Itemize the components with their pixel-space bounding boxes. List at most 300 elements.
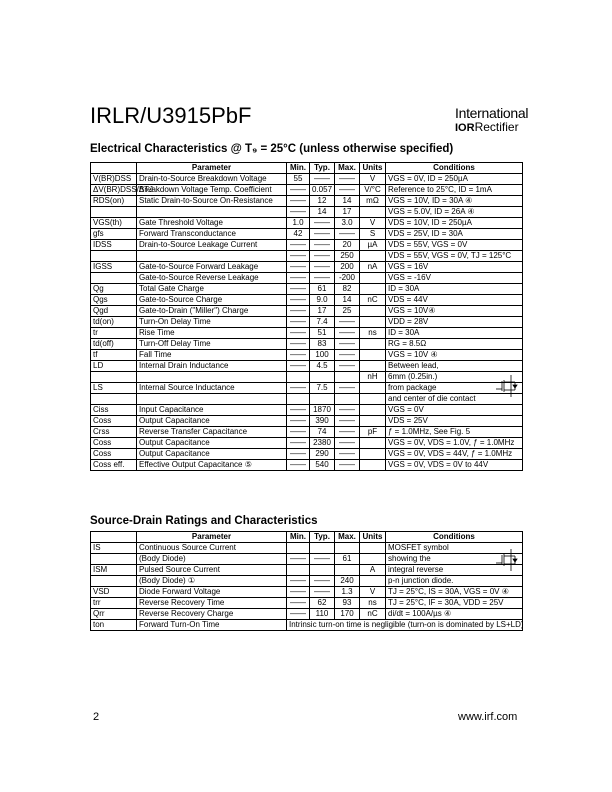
cell-symbol: td(off)	[91, 339, 137, 350]
cell-parameter: Gate-to-Source Reverse Leakage	[137, 273, 287, 284]
cell-min: ——	[287, 427, 310, 438]
table-row	[91, 328, 523, 339]
table-row	[91, 460, 523, 471]
table-row	[91, 350, 523, 361]
cell-conditions: ID = 30A	[386, 284, 523, 295]
cell-units	[360, 350, 386, 361]
cell-typ	[310, 543, 335, 554]
cell-max: 250	[335, 251, 360, 262]
cell-conditions: VDS = 25V	[386, 416, 523, 427]
cell-max: ——	[335, 229, 360, 240]
source-drain-table	[90, 531, 523, 631]
cell-typ	[310, 372, 335, 383]
col-units: Units	[360, 532, 386, 543]
cell-conditions: showing the	[386, 554, 523, 565]
cell-parameter: Breakdown Voltage Temp. Coefficient	[137, 185, 287, 196]
cell-parameter: Reverse Transfer Capacitance	[137, 427, 287, 438]
cell-max: ——	[335, 339, 360, 350]
table-row	[91, 251, 523, 262]
cell-parameter	[137, 394, 287, 405]
col-typ: Typ.	[310, 532, 335, 543]
cell-typ: 51	[310, 328, 335, 339]
website-url: www.irf.com	[458, 711, 518, 723]
cell-conditions: from package	[386, 383, 523, 394]
col-conditions: Conditions	[386, 163, 523, 174]
table-row	[91, 620, 523, 631]
cell-max: 170	[335, 609, 360, 620]
col-conditions: Conditions	[386, 532, 523, 543]
cell-min: ——	[287, 554, 310, 565]
cell-units	[360, 207, 386, 218]
cell-max: ——	[335, 460, 360, 471]
cell-typ: 2380	[310, 438, 335, 449]
cell-units: ns	[360, 598, 386, 609]
cell-conditions: 6mm (0.25in.)	[386, 372, 523, 383]
cell-min: ——	[287, 609, 310, 620]
electrical-table	[90, 162, 523, 471]
cell-min: ——	[287, 449, 310, 460]
cell-parameter	[137, 207, 287, 218]
cell-parameter: Internal Source Inductance	[137, 383, 287, 394]
cell-typ: 110	[310, 609, 335, 620]
cell-conditions: VDD = 28V	[386, 317, 523, 328]
table-row	[91, 438, 523, 449]
cell-max: 93	[335, 598, 360, 609]
cell-min: ——	[287, 251, 310, 262]
table-row	[91, 207, 523, 218]
table-row	[91, 273, 523, 284]
cell-typ: 14	[310, 207, 335, 218]
cell-parameter: (Body Diode)	[137, 554, 287, 565]
table-row	[91, 565, 523, 576]
table-row	[91, 218, 523, 229]
cell-symbol: Qgs	[91, 295, 137, 306]
cell-typ: 390	[310, 416, 335, 427]
cell-min	[287, 394, 310, 405]
table-row	[91, 554, 523, 565]
cell-symbol: tr	[91, 328, 137, 339]
cell-parameter: Gate-to-Drain ("Miller") Charge	[137, 306, 287, 317]
cell-parameter: Output Capacitance	[137, 449, 287, 460]
cell-typ: ——	[310, 218, 335, 229]
table-row	[91, 295, 523, 306]
cell-parameter: Output Capacitance	[137, 416, 287, 427]
cell-conditions: TJ = 25°C, IS = 30A, VGS = 0V ④	[386, 587, 523, 598]
cell-symbol: Coss eff.	[91, 460, 137, 471]
cell-units	[360, 543, 386, 554]
cell-max: -200	[335, 273, 360, 284]
cell-typ: ——	[310, 554, 335, 565]
cell-parameter: Pulsed Source Current	[137, 565, 287, 576]
cell-max: 82	[335, 284, 360, 295]
cell-parameter: Gate-to-Source Charge	[137, 295, 287, 306]
cell-parameter: Gate-to-Source Forward Leakage	[137, 262, 287, 273]
cell-max: 240	[335, 576, 360, 587]
cell-max: 17	[335, 207, 360, 218]
col-min: Min.	[287, 532, 310, 543]
cell-max: 20	[335, 240, 360, 251]
cell-min: ——	[287, 339, 310, 350]
cell-max: 14	[335, 196, 360, 207]
cell-parameter: Drain-to-Source Leakage Current	[137, 240, 287, 251]
cell-max: ——	[335, 449, 360, 460]
cell-min: ——	[287, 576, 310, 587]
cell-conditions: TJ = 25°C, IF = 30A, VDD = 25V	[386, 598, 523, 609]
electrical-title: Electrical Characteristics @ T₉ = 25°C (unless otherwise specified)	[90, 143, 454, 155]
source-drain-header-row	[91, 532, 523, 543]
cell-symbol: Coss	[91, 449, 137, 460]
col-max: Max.	[335, 163, 360, 174]
table-row	[91, 229, 523, 240]
page-number: 2	[93, 711, 100, 723]
cell-max: ——	[335, 383, 360, 394]
cell-units: A	[360, 565, 386, 576]
cell-min: ——	[287, 328, 310, 339]
cell-typ: 0.057	[310, 185, 335, 196]
cell-units: µA	[360, 240, 386, 251]
table-row	[91, 576, 523, 587]
table-row	[91, 306, 523, 317]
cell-max	[335, 543, 360, 554]
cell-typ: 9.0	[310, 295, 335, 306]
col-max: Max.	[335, 532, 360, 543]
cell-parameter: Static Drain-to-Source On-Resistance	[137, 196, 287, 207]
cell-symbol	[91, 576, 137, 587]
cell-conditions: VDS = 44V	[386, 295, 523, 306]
cell-units: nC	[360, 609, 386, 620]
cell-parameter: Internal Drain Inductance	[137, 361, 287, 372]
cell-conditions: VGS = 5.0V, ID = 26A ④	[386, 207, 523, 218]
cell-min: ——	[287, 405, 310, 416]
cell-conditions: VDS = 55V, VGS = 0V, TJ = 125°C	[386, 251, 523, 262]
table-row	[91, 196, 523, 207]
cell-units	[360, 394, 386, 405]
cell-typ: ——	[310, 251, 335, 262]
cell-symbol	[91, 207, 137, 218]
cell-units	[360, 405, 386, 416]
cell-parameter: Fall Time	[137, 350, 287, 361]
cell-units	[360, 438, 386, 449]
table-row	[91, 361, 523, 372]
cell-units	[360, 460, 386, 471]
cell-symbol: tf	[91, 350, 137, 361]
cell-min: 1.0	[287, 218, 310, 229]
cell-symbol	[91, 394, 137, 405]
cell-min: ——	[287, 598, 310, 609]
cell-max	[335, 565, 360, 576]
table-row	[91, 372, 523, 383]
cell-conditions: Intrinsic turn-on time is negligible (turn-on is dominated by LS+LD)	[287, 620, 523, 631]
cell-typ: 62	[310, 598, 335, 609]
cell-max	[335, 394, 360, 405]
cell-units	[360, 251, 386, 262]
cell-parameter: Turn-On Delay Time	[137, 317, 287, 328]
cell-units	[360, 361, 386, 372]
cell-max: 3.0	[335, 218, 360, 229]
cell-units: mΩ	[360, 196, 386, 207]
cell-conditions: MOSFET symbol	[386, 543, 523, 554]
cell-units	[360, 284, 386, 295]
cell-symbol: LS	[91, 383, 137, 394]
cell-symbol: Crss	[91, 427, 137, 438]
cell-typ: 4.5	[310, 361, 335, 372]
cell-typ: 100	[310, 350, 335, 361]
table-row	[91, 339, 523, 350]
cell-parameter: Total Gate Charge	[137, 284, 287, 295]
cell-symbol: IGSS	[91, 262, 137, 273]
mosfet-symbol-icon	[494, 546, 518, 574]
cell-parameter: Turn-Off Delay Time	[137, 339, 287, 350]
source-drain-title: Source-Drain Ratings and Characteristics	[90, 515, 318, 527]
cell-min: ——	[287, 240, 310, 251]
cell-conditions: ƒ = 1.0MHz, See Fig. 5	[386, 427, 523, 438]
cell-symbol: td(on)	[91, 317, 137, 328]
cell-min: ——	[287, 438, 310, 449]
cell-conditions: VGS = 0V, VDS = 1.0V, ƒ = 1.0MHz	[386, 438, 523, 449]
cell-typ: 290	[310, 449, 335, 460]
cell-typ	[310, 565, 335, 576]
cell-typ: ——	[310, 262, 335, 273]
cell-conditions: VGS = 10V ④	[386, 350, 523, 361]
mosfet-symbol-icon	[494, 372, 518, 400]
table-row	[91, 405, 523, 416]
cell-symbol: VGS(th)	[91, 218, 137, 229]
cell-min	[287, 543, 310, 554]
cell-symbol: ISM	[91, 565, 137, 576]
cell-conditions: VGS = -16V	[386, 273, 523, 284]
table-row	[91, 416, 523, 427]
cell-conditions: VGS = 0V, ID = 250µA	[386, 174, 523, 185]
cell-units	[360, 339, 386, 350]
cell-typ: 540	[310, 460, 335, 471]
table-row	[91, 383, 523, 394]
cell-units	[360, 576, 386, 587]
cell-max: ——	[335, 438, 360, 449]
cell-units: S	[360, 229, 386, 240]
cell-min: ——	[287, 295, 310, 306]
cell-units	[360, 383, 386, 394]
cell-symbol: LD	[91, 361, 137, 372]
cell-typ: ——	[310, 576, 335, 587]
cell-min	[287, 372, 310, 383]
col-units: Units	[360, 163, 386, 174]
cell-typ: 12	[310, 196, 335, 207]
cell-max: 61	[335, 554, 360, 565]
cell-parameter: Gate Threshold Voltage	[137, 218, 287, 229]
cell-conditions: VGS = 0V, VDS = 0V to 44V	[386, 460, 523, 471]
cell-parameter: Effective Output Capacitance ⑤	[137, 460, 287, 471]
table-row	[91, 262, 523, 273]
cell-parameter: Output Capacitance	[137, 438, 287, 449]
cell-symbol: trr	[91, 598, 137, 609]
table-row	[91, 427, 523, 438]
cell-parameter	[137, 251, 287, 262]
cell-symbol: RDS(on)	[91, 196, 137, 207]
cell-typ	[310, 394, 335, 405]
cell-max: ——	[335, 350, 360, 361]
cell-parameter: Input Capacitance	[137, 405, 287, 416]
col-min: Min.	[287, 163, 310, 174]
cell-conditions: VGS = 16V	[386, 262, 523, 273]
table-row	[91, 598, 523, 609]
cell-min: ——	[287, 284, 310, 295]
cell-symbol: Coss	[91, 416, 137, 427]
table-row	[91, 174, 523, 185]
cell-max: ——	[335, 427, 360, 438]
cell-conditions: p-n junction diode.	[386, 576, 523, 587]
cell-symbol	[91, 251, 137, 262]
cell-units	[360, 416, 386, 427]
cell-units: V	[360, 174, 386, 185]
table-row	[91, 185, 523, 196]
table-row	[91, 609, 523, 620]
cell-min: ——	[287, 306, 310, 317]
cell-conditions: integral reverse	[386, 565, 523, 576]
company-logo	[455, 105, 529, 135]
cell-symbol: IS	[91, 543, 137, 554]
table-row	[91, 394, 523, 405]
cell-max: ——	[335, 317, 360, 328]
table-row	[91, 449, 523, 460]
cell-conditions: VDS = 55V, VGS = 0V	[386, 240, 523, 251]
cell-max: ——	[335, 416, 360, 427]
cell-typ: ——	[310, 229, 335, 240]
cell-min: ——	[287, 262, 310, 273]
cell-units	[360, 449, 386, 460]
cell-min: 55	[287, 174, 310, 185]
cell-conditions: RG = 8.5Ω	[386, 339, 523, 350]
cell-max	[335, 372, 360, 383]
cell-min: ——	[287, 273, 310, 284]
cell-parameter: (Body Diode) ①	[137, 576, 287, 587]
col-typ: Typ.	[310, 163, 335, 174]
cell-parameter: Forward Turn-On Time	[137, 620, 287, 631]
logo-line1: International	[455, 105, 529, 121]
cell-symbol: VSD	[91, 587, 137, 598]
col-parameter: Parameter	[137, 532, 287, 543]
cell-units: pF	[360, 427, 386, 438]
cell-units: V	[360, 587, 386, 598]
cell-min: ——	[287, 587, 310, 598]
cell-conditions: and center of die contact	[386, 394, 523, 405]
cell-conditions: VGS = 0V	[386, 405, 523, 416]
cell-typ: ——	[310, 240, 335, 251]
cell-symbol: ton	[91, 620, 137, 631]
cell-typ: 74	[310, 427, 335, 438]
cell-min: ——	[287, 207, 310, 218]
cell-symbol: Coss	[91, 438, 137, 449]
cell-symbol	[91, 273, 137, 284]
cell-min: ——	[287, 196, 310, 207]
cell-conditions: VDS = 10V, ID = 250µA	[386, 218, 523, 229]
cell-units	[360, 554, 386, 565]
cell-conditions: di/dt = 100A/µs ④	[386, 609, 523, 620]
cell-units: V/°C	[360, 185, 386, 196]
cell-conditions: ID = 30A	[386, 328, 523, 339]
cell-parameter: Diode Forward Voltage	[137, 587, 287, 598]
col-parameter: Parameter	[137, 163, 287, 174]
cell-parameter: Rise Time	[137, 328, 287, 339]
cell-typ: ——	[310, 273, 335, 284]
cell-min: ——	[287, 416, 310, 427]
cell-conditions: Reference to 25°C, ID = 1mA	[386, 185, 523, 196]
cell-min: 42	[287, 229, 310, 240]
cell-parameter: Continuous Source Current	[137, 543, 287, 554]
cell-min: ——	[287, 361, 310, 372]
cell-parameter	[137, 372, 287, 383]
cell-typ: 7.5	[310, 383, 335, 394]
cell-units: V	[360, 218, 386, 229]
cell-symbol: gfs	[91, 229, 137, 240]
cell-min	[287, 565, 310, 576]
table-row	[91, 240, 523, 251]
cell-max: 25	[335, 306, 360, 317]
cell-parameter: Forward Transconductance	[137, 229, 287, 240]
cell-max: ——	[335, 361, 360, 372]
cell-units: nC	[360, 295, 386, 306]
cell-min: ——	[287, 383, 310, 394]
cell-symbol: Qrr	[91, 609, 137, 620]
cell-symbol: Ciss	[91, 405, 137, 416]
cell-max: 200	[335, 262, 360, 273]
cell-min: ——	[287, 317, 310, 328]
cell-conditions: VDS = 25V, ID = 30A	[386, 229, 523, 240]
cell-max: ——	[335, 405, 360, 416]
cell-units: nA	[360, 262, 386, 273]
cell-units	[360, 306, 386, 317]
cell-symbol	[91, 554, 137, 565]
cell-units	[360, 273, 386, 284]
cell-typ: 61	[310, 284, 335, 295]
electrical-header-row	[91, 163, 523, 174]
table-row	[91, 317, 523, 328]
cell-symbol: V(BR)DSS	[91, 174, 137, 185]
cell-conditions: VGS = 0V, VDS = 44V, ƒ = 1.0MHz	[386, 449, 523, 460]
logo-line2	[455, 121, 525, 135]
cell-units: nH	[360, 372, 386, 383]
logo-ior: IOR	[455, 122, 475, 134]
logo-rectifier: Rectifier	[474, 120, 519, 134]
cell-typ: ——	[310, 587, 335, 598]
cell-typ: 1870	[310, 405, 335, 416]
cell-symbol: Qgd	[91, 306, 137, 317]
cell-max: 14	[335, 295, 360, 306]
cell-min: ——	[287, 460, 310, 471]
table-row	[91, 284, 523, 295]
cell-max: ——	[335, 185, 360, 196]
cell-min: ——	[287, 350, 310, 361]
table-row	[91, 543, 523, 554]
cell-max: ——	[335, 328, 360, 339]
cell-conditions: VGS = 10V④	[386, 306, 523, 317]
cell-typ: ——	[310, 174, 335, 185]
cell-symbol: Qg	[91, 284, 137, 295]
cell-typ: 7.4	[310, 317, 335, 328]
cell-units	[360, 317, 386, 328]
cell-parameter: Reverse Recovery Time	[137, 598, 287, 609]
cell-symbol: IDSS	[91, 240, 137, 251]
cell-typ: 17	[310, 306, 335, 317]
cell-symbol	[91, 372, 137, 383]
part-number: IRLR/U3915PbF	[90, 103, 252, 128]
cell-max: ——	[335, 174, 360, 185]
cell-parameter: Reverse Recovery Charge	[137, 609, 287, 620]
table-row	[91, 587, 523, 598]
cell-symbol: ΔV(BR)DSS/ΔTJ	[91, 185, 137, 196]
cell-min: ——	[287, 185, 310, 196]
cell-parameter: Drain-to-Source Breakdown Voltage	[137, 174, 287, 185]
cell-units: ns	[360, 328, 386, 339]
